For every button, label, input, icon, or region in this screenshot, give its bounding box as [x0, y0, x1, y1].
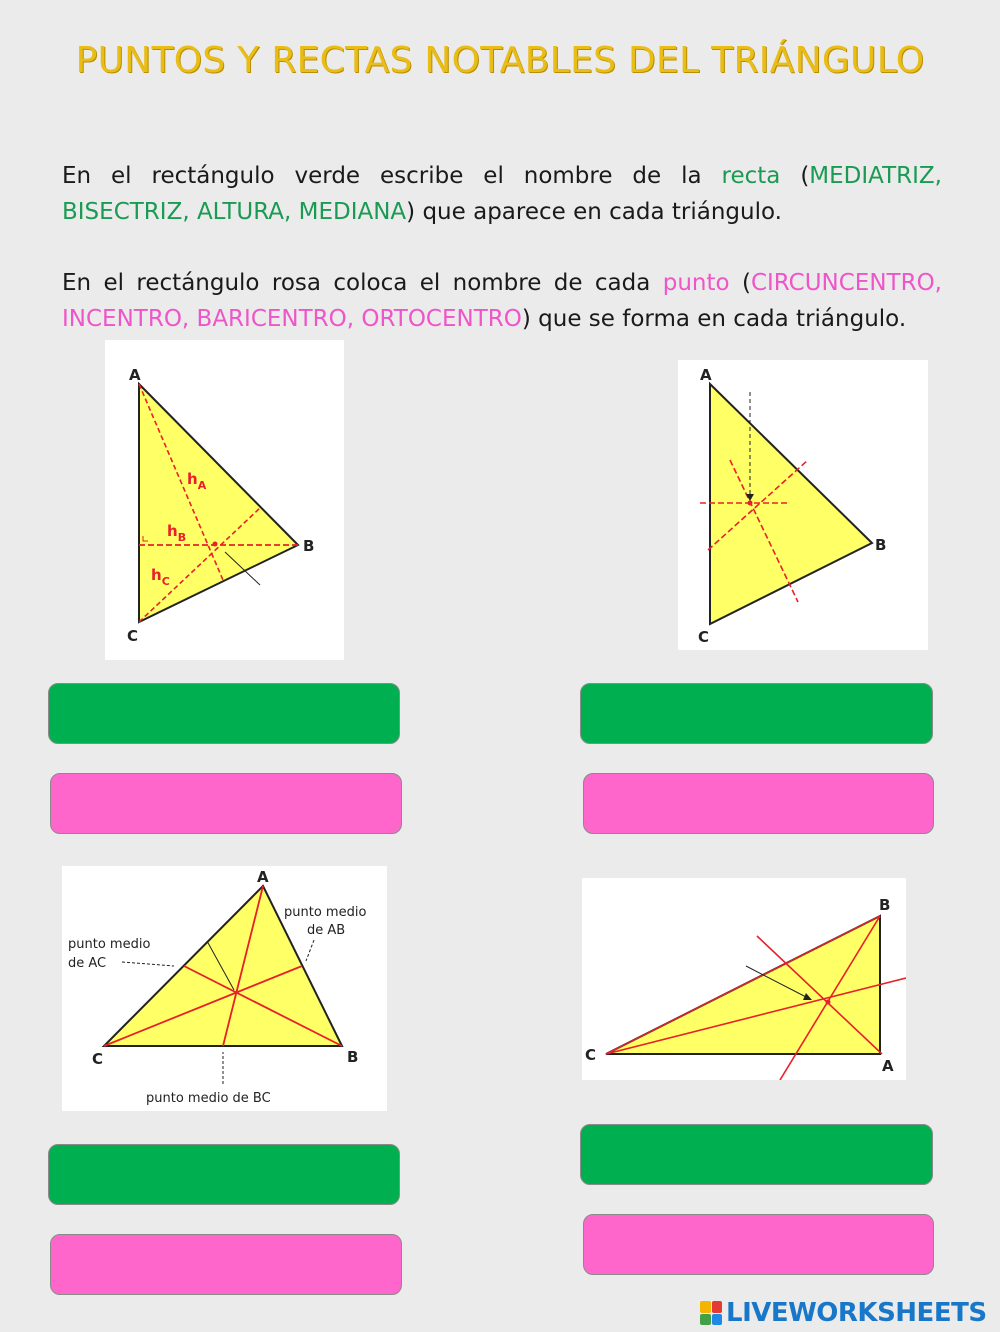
label-mid-ac-1: punto medio: [68, 937, 151, 952]
figure-3-svg: [62, 866, 387, 1111]
label-hc: $h_C$: [151, 566, 170, 588]
instruction-text-end: ) que se forma en cada triángulo.: [521, 306, 907, 332]
figure-4-bisectrices: [582, 878, 906, 1080]
figure-3-medianas: [62, 866, 387, 1111]
label-ha: $h_A$: [187, 470, 207, 492]
figure-2-mediatrices: [678, 360, 928, 650]
instruction-text: En el rectángulo verde escribe el nombre de la: [62, 163, 722, 189]
label-mid-ab-2: de AB: [307, 923, 346, 938]
vertex-a-label: A: [700, 366, 712, 384]
vertex-c-label: C: [585, 1046, 597, 1064]
answer-box-recta-3[interactable]: [48, 1144, 400, 1205]
vertex-c-label: C: [127, 627, 139, 645]
vertex-b-label: B: [303, 537, 315, 555]
vertex-a-label: A: [882, 1057, 894, 1075]
instruction-recta: [62, 158, 942, 230]
vertex-b-label: B: [879, 896, 891, 914]
instruction-text: En el rectángulo rosa coloca el nombre de cada: [62, 270, 663, 296]
vertex-b-label: B: [875, 536, 887, 554]
vertex-c-label: C: [92, 1050, 104, 1068]
answer-box-punto-3[interactable]: [50, 1234, 402, 1295]
instruction-punto: [62, 265, 942, 337]
label-hb: $h_B$: [167, 522, 187, 544]
answer-box-punto-2[interactable]: [583, 773, 934, 834]
vertex-c-label: C: [698, 628, 710, 646]
figure-1-alturas: [105, 340, 344, 660]
keyword-recta: recta: [721, 163, 781, 189]
liveworksheets-text: LIVEWORKSHEETS: [726, 1298, 987, 1328]
liveworksheets-watermark: [700, 1298, 996, 1328]
page-title: PUNTOS Y RECTAS NOTABLES DEL TRIÁNGULO: [75, 40, 925, 81]
answer-box-punto-4[interactable]: [583, 1214, 934, 1275]
arrow-mid-ab: [306, 940, 314, 961]
paren-open: (: [729, 270, 751, 296]
vertex-a-label: A: [129, 366, 141, 384]
orthocenter-dot: [213, 542, 218, 547]
figure-4-svg: [582, 878, 906, 1080]
answer-box-recta-4[interactable]: [580, 1124, 933, 1185]
incenter-dot: [826, 1000, 831, 1005]
circumcenter-dot: [748, 501, 753, 506]
arrow-mid-ac: [122, 962, 174, 966]
figure-1-svg: [105, 340, 344, 660]
liveworksheets-logo-icon: [700, 1301, 722, 1325]
punto-options: CIRCUNCENTRO, INCENTRO, BARICENTRO, ORTOCENTRO: [62, 270, 942, 332]
paren-open: (: [780, 163, 810, 189]
keyword-punto: punto: [662, 270, 730, 296]
answer-box-punto-1[interactable]: [50, 773, 402, 834]
instruction-text-end: ) que aparece en cada triángulo.: [406, 199, 782, 225]
answer-box-recta-1[interactable]: [48, 683, 400, 744]
recta-options: MEDIATRIZ, BISECTRIZ, ALTURA, MEDIANA: [62, 163, 942, 225]
triangle-2: [710, 384, 872, 624]
label-mid-bc: punto medio de BC: [146, 1091, 271, 1106]
label-mid-ac-2: de AC: [68, 956, 107, 971]
label-mid-ab-1: punto medio: [284, 905, 367, 920]
answer-box-recta-2[interactable]: [580, 683, 933, 744]
vertex-b-label: B: [347, 1048, 359, 1066]
vertex-a-label: A: [257, 868, 269, 886]
figure-2-svg: [678, 360, 928, 650]
